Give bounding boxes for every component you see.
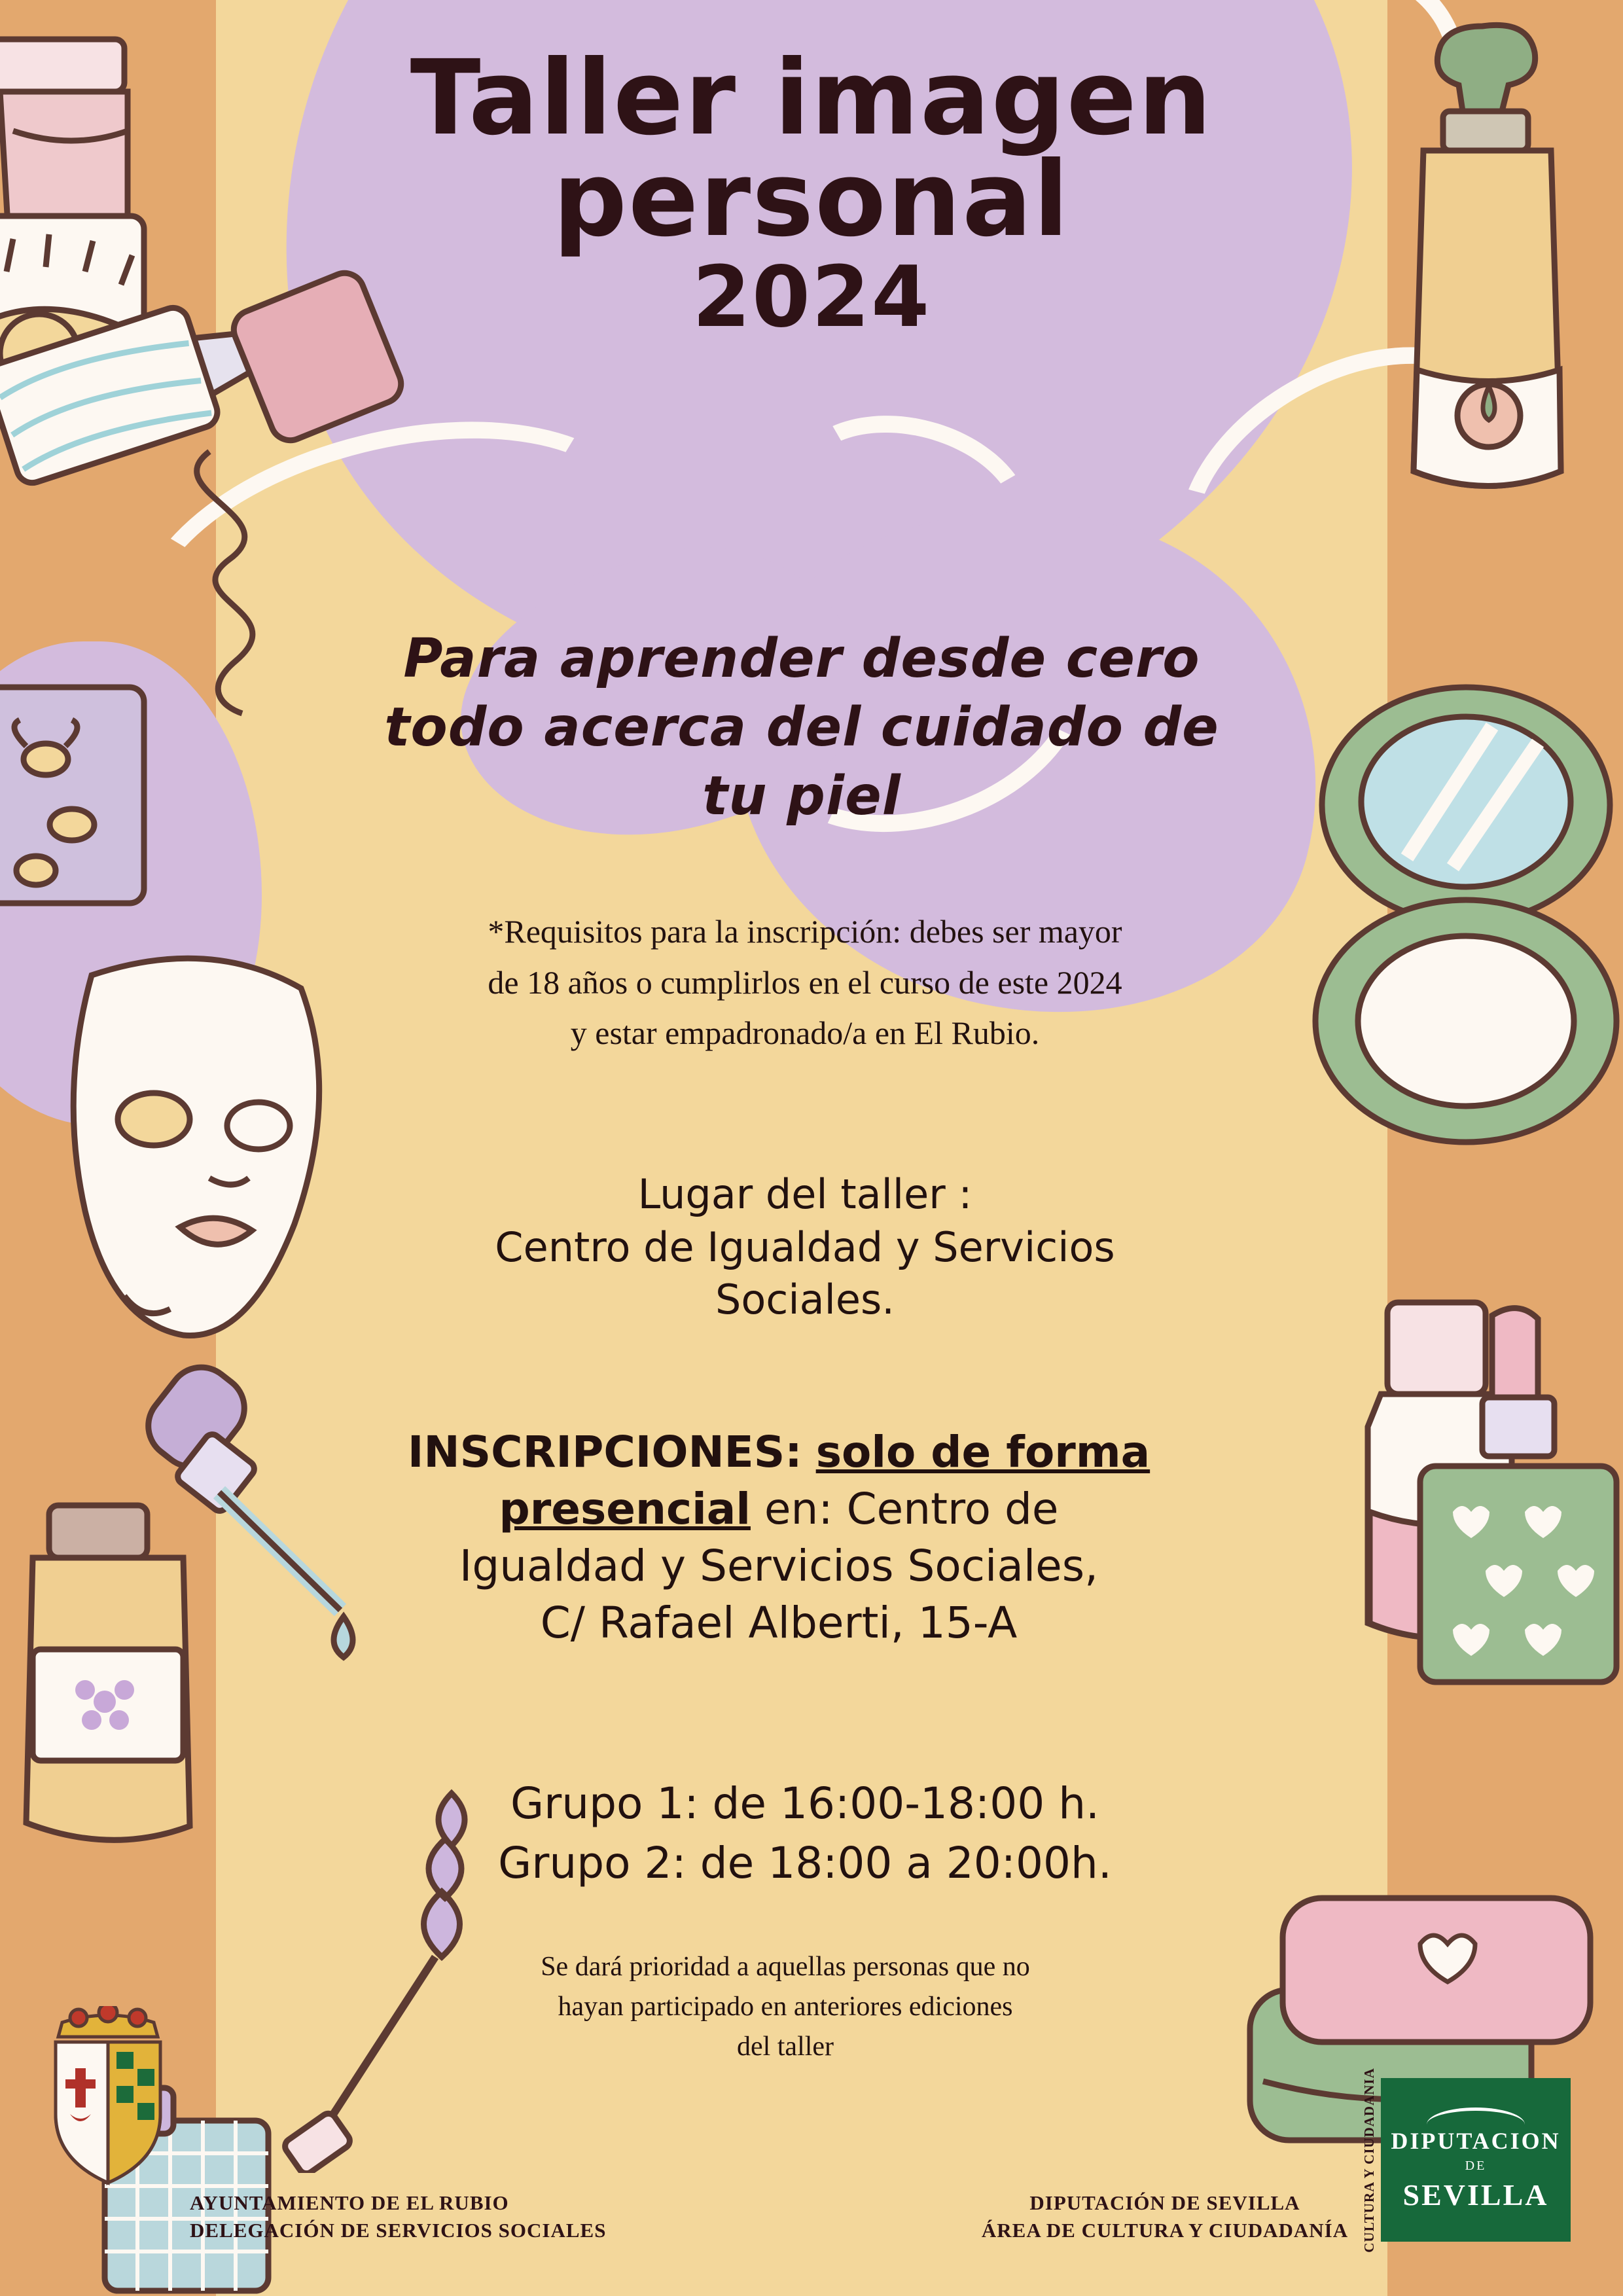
footer-right-line-1: DIPUTACIÓN DE SEVILLA [1029,2191,1300,2214]
venue-line-1: Centro de Igualdad y Servicios [495,1223,1115,1271]
registration-underline-2: presencial [499,1484,751,1535]
priority-line-3: del taller [736,2031,834,2062]
venue-label: Lugar del taller : [637,1170,972,1218]
coat-of-arms-icon [39,2006,177,2189]
venue-block [314,1168,1296,1327]
footer-right-line-2: ÁREA DE CULTURA Y CIUDADANÍA [981,2218,1349,2242]
footer-right [955,2189,1374,2244]
diputacion-logo [1381,2078,1571,2242]
title-line-2: personal [552,139,1071,260]
subtitle-line-3: tu piel [702,764,901,827]
requirements-text [314,906,1296,1059]
title-line-1: Taller imagen [410,38,1213,158]
logo-arc [1427,2108,1525,2125]
logo-line-1: DIPUTACION [1391,2128,1561,2154]
group-2-schedule: Grupo 2: de 18:00 a 20:00h. [498,1838,1112,1889]
logo-line-3: SEVILLA [1402,2178,1549,2212]
subtitle-line-1: Para aprender desde cero [403,628,1200,690]
logo-line-2: DE [1465,2159,1487,2173]
dip-side-label [1355,2067,1383,2253]
footer-left-line-1: AYUNTAMIENTO DE EL RUBIO [190,2191,509,2214]
page-title [0,38,1623,347]
requirements-line-1: *Requisitos para la inscripción: debes ser mayor [488,913,1122,950]
footer-left [190,2189,606,2244]
subtitle-line-2: todo acerca del cuidado de [384,696,1219,759]
requirements-line-2: de 18 años o cumplirlos en el curso de este 2024 [488,963,1122,1001]
priority-line-1: Se dará prioridad a aquellas personas que no [541,1952,1030,1982]
registration-line-3: Igualdad y Servicios Sociales, [459,1541,1099,1592]
footer-left-line-2: DELEGACIÓN DE SERVICIOS SOCIALES [190,2218,607,2242]
priority-note [393,1947,1178,2067]
venue-line-2: Sociales. [715,1276,895,1324]
groups-block [314,1774,1296,1893]
title-line-3: 2024 [692,249,931,347]
registration-line-4: C/ Rafael Alberti, 15-A [540,1598,1018,1649]
registration-underline-1: solo de forma [815,1427,1150,1477]
registration-label: INSCRIPCIONES: [407,1427,802,1477]
subtitle [216,625,1387,831]
requirements-line-3: y estar empadronado/a en El Rubio. [570,1014,1040,1051]
registration-block [288,1424,1270,1651]
dip-side-text: CULTURA Y CIUDADANIA [1361,2067,1377,2253]
registration-rest: en: Centro de [750,1484,1059,1535]
priority-line-2: hayan participado en anteriores ediciones [558,1991,1013,2022]
group-1-schedule: Grupo 1: de 16:00-18:00 h. [510,1778,1100,1829]
